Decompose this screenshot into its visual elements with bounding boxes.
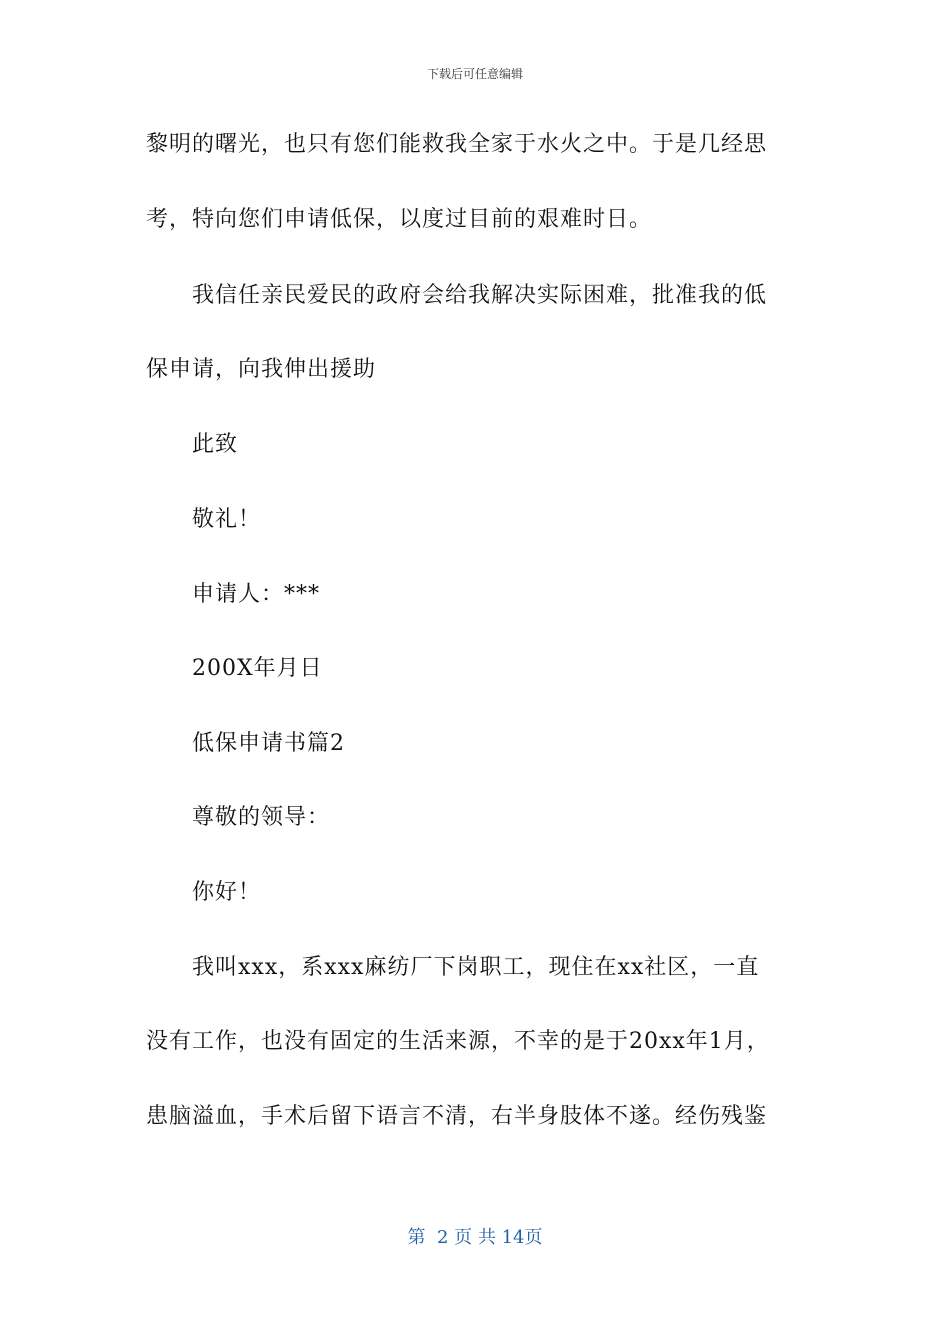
greeting: 你好！ bbox=[192, 880, 262, 905]
page-header: 下载后可任意编辑 bbox=[426, 67, 523, 81]
section-heading: 低保申请书篇2 bbox=[192, 731, 345, 756]
text-line: 我叫xxx，系xxx麻纺厂下岗职工，现住在xx社区，一直 bbox=[192, 955, 760, 980]
text-line: 患脑溢血，手术后留下语言不清，右半身肢体不遂。经伤残鉴 bbox=[146, 1104, 768, 1129]
text-line: 此致 bbox=[192, 432, 239, 457]
text-line: 考，特向您们申请低保，以度过目前的艰难时日。 bbox=[146, 207, 653, 232]
text-line: 没有工作，也没有固定的生活来源，不幸的是于20xx年1月， bbox=[146, 1029, 770, 1054]
text-line: 申请人：*** bbox=[192, 582, 321, 607]
page-number: 第 2 页 共 14页 bbox=[407, 1227, 543, 1248]
text-line: 保申请，向我伸出援助 bbox=[146, 357, 377, 382]
text-line: 200X年月日 bbox=[192, 656, 323, 681]
salutation: 尊敬的领导： bbox=[192, 805, 331, 830]
text-line: 黎明的曙光，也只有您们能救我全家于水火之中。于是几经思 bbox=[146, 132, 768, 157]
text-line: 敬礼！ bbox=[192, 507, 262, 532]
text-line: 我信任亲民爱民的政府会给我解决实际困难，批准我的低 bbox=[192, 283, 768, 308]
